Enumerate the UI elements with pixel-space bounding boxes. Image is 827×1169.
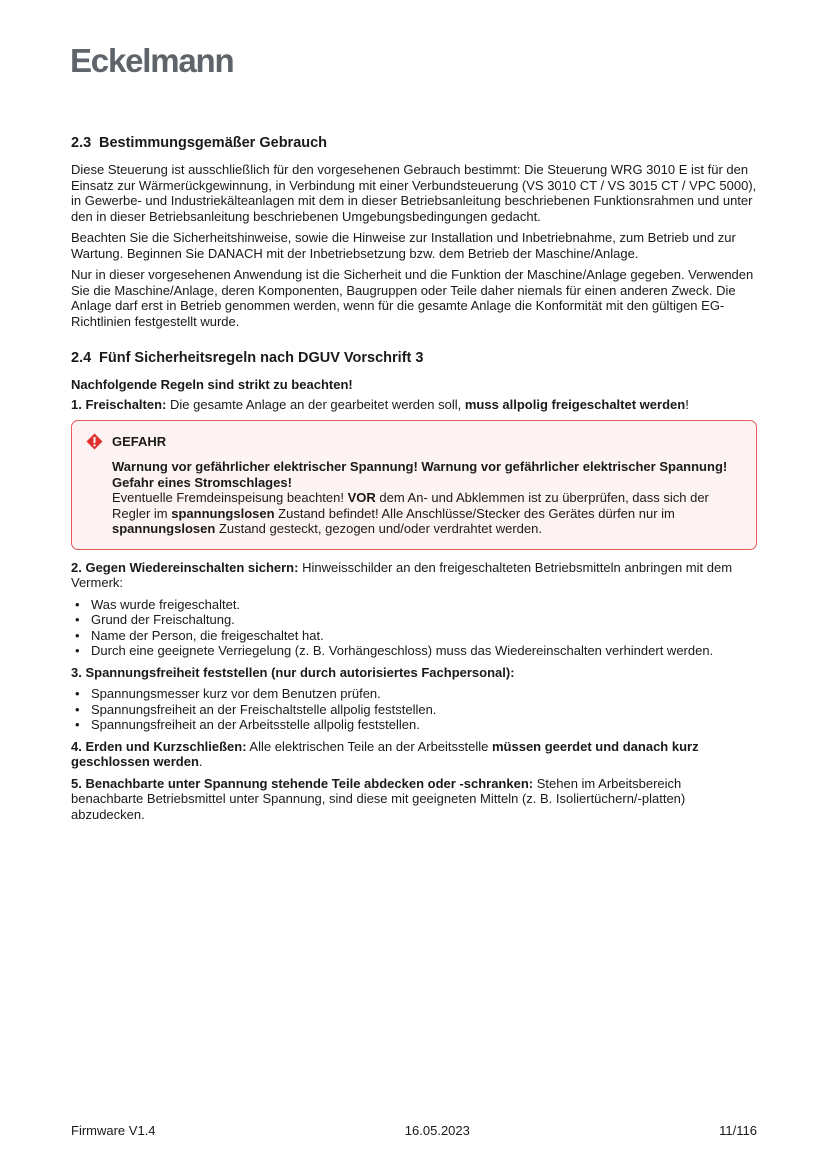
rule-end: . bbox=[198, 754, 203, 769]
rule-label: 1. Freischalten: bbox=[71, 396, 167, 412]
rule-5 bbox=[71, 776, 757, 823]
footer-date: 16.05.2023 bbox=[404, 1123, 470, 1138]
danger-text-part: Eventuelle Fremdeinspeisung beachten! bbox=[112, 490, 348, 505]
rule-text: Stehen im Arbeitsbereich benachbarte Betriebsmittel unter Spannung, sind diese mit geeigneten Mitteln (z. B. Isoliertüchern/-platten) abzudecken. bbox=[71, 775, 686, 822]
paragraph: Nur in dieser vorgesehenen Anwendung ist die Sicherheit und die Funktion der Maschine/Anlage gegeben. Verwenden Sie die Maschine/Anlage, deren Komponenten, Baugruppen oder Teile daher niemals für einen anderen Zweck. Die Anlage darf erst in Betrieb genommen werden, wenn für die gesamte Anlage die Konformität mit den gültigen EG-Richtlinien festgestellt wurde. bbox=[71, 267, 754, 329]
list-item: • Grund der Freischaltung. bbox=[71, 612, 757, 628]
paragraph: Diese Steuerung ist ausschließlich für den vorgesehenen Gebrauch bestimmt: Die Steuerung WRG 3010 E ist für den Einsatz zur Wärmerückgewinnung, in Verbindung mit einer Verbundsteuerung (VS 3010 CT / VS 3015 CT / VPC 5000), in Gewerbe- und Industriekälteanlagen mit dem in dieser Betriebsanleitung beschriebenen Funktionsrahmen und unter den in dieser Betriebsanleitung beschriebenen Umgebungsbedingungen gedacht. bbox=[71, 162, 757, 224]
danger-text-emphasis: spannungslosen bbox=[112, 521, 216, 536]
rule-text: Hinweisschilder an den freigeschalteten Betriebsmitteln anbringen mit dem Vermerk: bbox=[71, 559, 733, 590]
company-logo: Eckelmann bbox=[70, 42, 234, 79]
section-number: 2.3 bbox=[71, 135, 92, 151]
warning-diamond-icon bbox=[86, 433, 103, 450]
rule-label: 2. Gegen Wiedereinschalten sichern: bbox=[71, 559, 299, 575]
list-item: • Name der Person, die freigeschaltet hat. bbox=[71, 628, 757, 644]
danger-text-emphasis: VOR bbox=[347, 490, 376, 505]
list-item: • Spannungsfreiheit an der Freischaltstelle allpolig feststellen. bbox=[71, 702, 757, 718]
rule-3: 3. Spannungsfreiheit feststellen (nur durch autorisiertes Fachpersonal): bbox=[71, 664, 515, 680]
rule-4 bbox=[71, 739, 757, 770]
rule-label: 5. Benachbarte unter Spannung stehende Teile abdecken oder -schranken: bbox=[71, 775, 534, 791]
rule-emphasis: muss allpolig freigeschaltet werden bbox=[464, 396, 686, 412]
danger-text-part: Zustand gesteckt, gezogen und/oder verdrahtet werden. bbox=[215, 521, 542, 536]
rule-2-list bbox=[71, 597, 757, 659]
footer-page-number: 11/116 bbox=[719, 1123, 757, 1138]
danger-heading: Warnung vor gefährlicher elektrischer Spannung! Warnung vor gefährlicher elektrischer Spannung! Gefahr eines Stromschlages! bbox=[112, 459, 728, 490]
danger-body bbox=[112, 459, 742, 537]
rule-text: Die gesamte Anlage an der gearbeitet werden soll, bbox=[166, 396, 465, 412]
list-item: • Spannungsmesser kurz vor dem Benutzen prüfen. bbox=[71, 686, 757, 702]
section-title: Fünf Sicherheitsregeln nach DGUV Vorschrift 3 bbox=[99, 350, 424, 366]
rules-intro: Nachfolgende Regeln sind strikt zu beachten! bbox=[71, 377, 353, 392]
danger-notice bbox=[71, 420, 757, 550]
rule-2 bbox=[71, 560, 757, 591]
rule-text: Alle elektrischen Teile an der Arbeitsstelle bbox=[246, 738, 492, 754]
rule-end: ! bbox=[685, 396, 689, 412]
section-title: Bestimmungsgemäßer Gebrauch bbox=[99, 135, 328, 151]
danger-text bbox=[112, 490, 742, 537]
danger-text-part: Zustand befindet! Alle Anschlüsse/Stecker des Gerätes dürfen nur im bbox=[274, 505, 675, 521]
section-heading-2-3 bbox=[71, 133, 757, 153]
list-item: • Durch eine geeignete Verriegelung (z. B. Vorhängeschloss) muss das Wiedereinschalten verhindert werden. bbox=[71, 643, 757, 659]
danger-header bbox=[86, 433, 742, 450]
list-item: • Spannungsfreiheit an der Arbeitsstelle allpolig feststellen. bbox=[71, 717, 757, 733]
rule-emphasis: müssen geerdet und danach kurz geschlossen werden bbox=[71, 738, 699, 769]
rule-label: 4. Erden und Kurzschließen: bbox=[71, 738, 247, 754]
list-item: • Was wurde freigeschaltet. bbox=[71, 597, 757, 613]
page-footer bbox=[71, 1123, 757, 1141]
page-content bbox=[71, 133, 757, 822]
paragraph: Beachten Sie die Sicherheitshinweise, sowie die Hinweise zur Installation und Inbetriebnahme, zum Betrieb und zur Wartung. Beginnen Sie DANACH mit der Inbetriebsetzung bzw. dem Betrieb der Maschine/Anlage. bbox=[71, 230, 736, 261]
danger-text-part: dem An- und Abklemmen ist zu überprüfen, dass sich der Regler im bbox=[112, 490, 709, 521]
section-number: 2.4 bbox=[71, 350, 92, 366]
danger-title: GEFAHR bbox=[112, 434, 167, 449]
danger-text-emphasis: spannungslosen bbox=[171, 505, 275, 521]
footer-firmware: Firmware V1.4 bbox=[71, 1123, 156, 1138]
rule-3-list bbox=[71, 686, 757, 733]
section-heading-2-4 bbox=[71, 348, 757, 368]
rule-1 bbox=[71, 397, 757, 413]
